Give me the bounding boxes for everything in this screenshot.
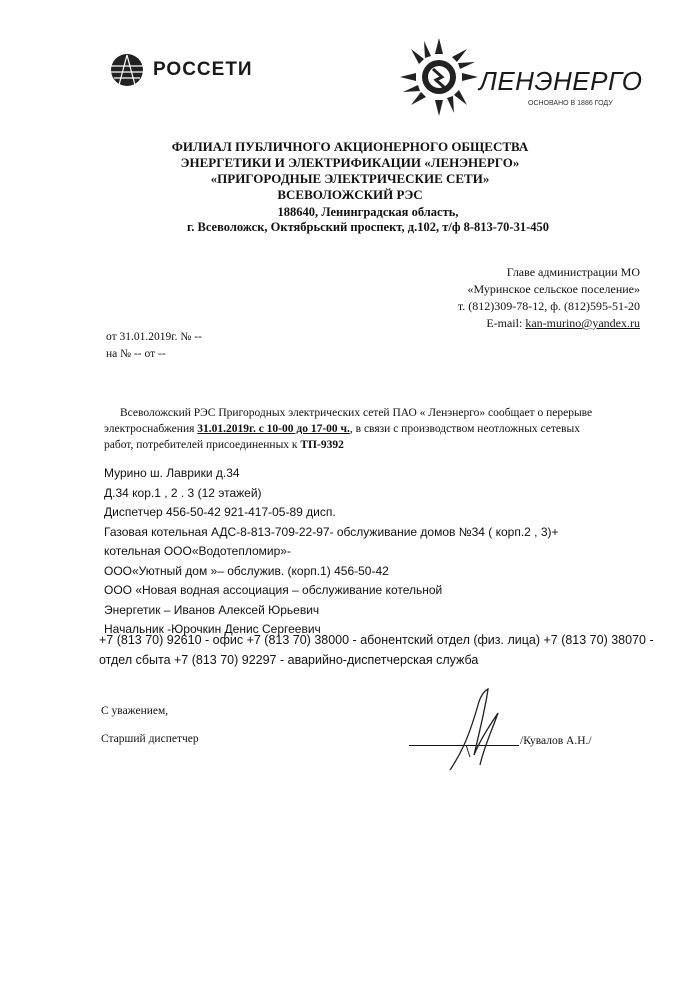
header-line-2: ЭНЕРГЕТИКИ И ЭЛЕКТРИФИКАЦИИ «ЛЕНЭНЕРГО» xyxy=(180,155,520,170)
list-item: Газовая котельная АДС-8-813-709-22-97- обслуживание домов №34 ( корп.2 , 3)+ xyxy=(104,524,559,539)
outage-date-time: 31.01.2019г. с 10-00 до 17-00 ч. xyxy=(197,423,350,435)
recipient-line-1: Главе администрации МО xyxy=(506,265,640,279)
rosseti-logo xyxy=(107,52,253,88)
rosseti-emblem-icon xyxy=(107,52,147,88)
list-item: ООО «Новая водная ассоциация – обслуживание котельной xyxy=(104,583,443,597)
lenenergo-sun-icon xyxy=(398,36,480,118)
ref-reply-to: на № -- от -- xyxy=(106,348,166,360)
phone-numbers: +7 (813 70) 92610 - офис +7 (813 70) 38000 - абонентский отдел (физ. лица) +7 (813 70) 38070 - отдел сбыта +7 (813 70) 92297 - аварийно-диспетчерская служба xyxy=(99,633,654,667)
signer-name: /Кувалов А.Н./ xyxy=(520,735,592,747)
header-line-1: ФИЛИАЛ ПУБЛИЧНОГО АКЦИОНЕРНОГО ОБЩЕСТВА xyxy=(171,139,529,154)
ref-date-number: от 31.01.2019г. № -- xyxy=(106,331,202,343)
recipient-line-2: «Муринское сельское поселение» xyxy=(467,282,640,296)
body-text-a: Всеволожский РЭС Пригородных электрических сетей ПАО « Ленэнерго» сообщает о перерыве электроснабжения xyxy=(104,407,593,435)
handwritten-signature xyxy=(440,685,510,775)
list-item: Мурино ш. Лаврики д.34 xyxy=(104,466,240,480)
recipient-line-3: т. (812)309-78-12, ф. (812)595-51-20 xyxy=(457,299,640,313)
lenenergo-wordmark: ЛЕНЭНЕРГО xyxy=(479,66,643,96)
lenenergo-logo xyxy=(398,36,643,116)
header-line-3: «ПРИГОРОДНЫЕ ЭЛЕКТРИЧЕСКИЕ СЕТИ» xyxy=(210,171,490,186)
body-paragraph xyxy=(104,405,604,453)
signer-position: Старший диспетчер xyxy=(101,733,199,745)
address-line-2: г. Всеволожск, Октябрьский проспект, д.102, т/ф 8-813-70-31-450 xyxy=(187,220,549,234)
list-item: ООО«Уютный дом »– обслужив. (корп.1) 456-50-42 xyxy=(104,563,389,578)
header-line-4: ВСЕВОЛОЖСКИЙ РЭС xyxy=(277,187,423,202)
contact-list xyxy=(104,464,559,640)
address-line-1: 188640, Ленинградская область, xyxy=(277,205,459,219)
substation-id: ТП-9392 xyxy=(300,439,344,451)
closing-regards: С уважением, xyxy=(101,705,169,717)
list-item: Начальник -Юрочкин Денис Сергеевич xyxy=(104,622,321,636)
lenenergo-since: ОСНОВАНО В 1886 ГОДУ xyxy=(528,100,613,107)
list-item: Д.34 кор.1 , 2 . 3 (12 этажей) xyxy=(104,485,262,500)
list-item: Энергетик – Иванов Алексей Юрьевич xyxy=(104,602,320,617)
list-item: Диспетчер 456-50-42 921-417-05-89 дисп. xyxy=(104,505,336,519)
body-text-b: , в связи с производством неотложных сетевых работ, потребителей присоединенных к xyxy=(104,423,580,451)
email-link[interactable]: kan-murino@yandex.ru xyxy=(525,316,640,330)
rosseti-wordmark: РОССЕТИ xyxy=(153,59,253,80)
list-item: котельная ООО«Водотепломир»- xyxy=(104,544,291,558)
recipient-email-line xyxy=(380,315,640,332)
email-label: E-mail: xyxy=(486,316,526,330)
